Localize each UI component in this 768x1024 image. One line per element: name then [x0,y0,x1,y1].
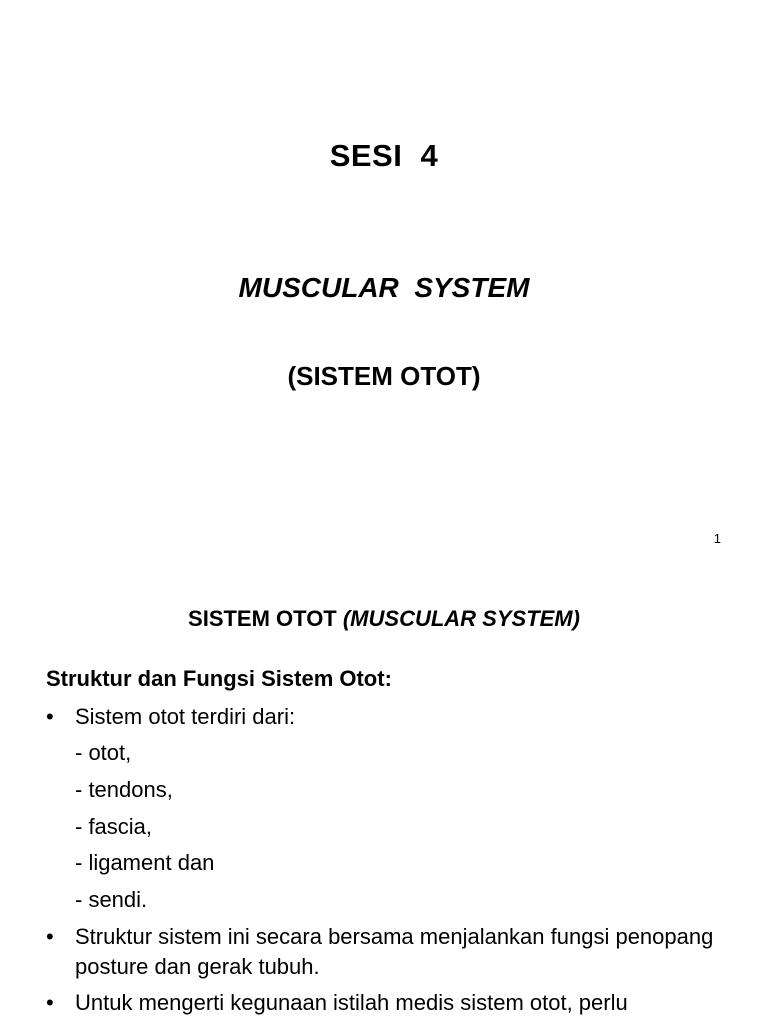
topic-title-translation: (SISTEM OTOT) [287,361,481,391]
bullet-text: Untuk mengerti kegunaan istilah medis sistem otot, perlu [75,990,628,1015]
sub-item: - sendi. [75,887,148,912]
sub-item: - fascia, [75,814,153,839]
sub-item: - ligament dan [75,850,215,875]
content-slide [0,560,768,1024]
section-heading: Struktur dan Fungsi Sistem Otot: [46,666,392,691]
page-number: 1 [713,531,721,546]
sub-item: - tendons, [75,777,173,802]
bullet-text: Struktur sistem ini secara bersama menjalankan fungsi penopang posture dan gerak tubuh. [75,924,714,979]
bullet-icon: • [46,924,54,949]
bullet-text: Sistem otot terdiri dari: [75,704,296,729]
session-title: SESI 4 [329,138,439,173]
slide-title-italic: (MUSCULAR SYSTEM) [342,606,580,631]
topic-title: MUSCULAR SYSTEM [238,272,530,303]
sub-item: - otot, [75,740,132,765]
bullet-icon: • [46,704,54,729]
slide-title [0,606,768,632]
bullet-icon: • [46,990,54,1015]
slide-title-plain: SISTEM OTOT [188,606,343,631]
